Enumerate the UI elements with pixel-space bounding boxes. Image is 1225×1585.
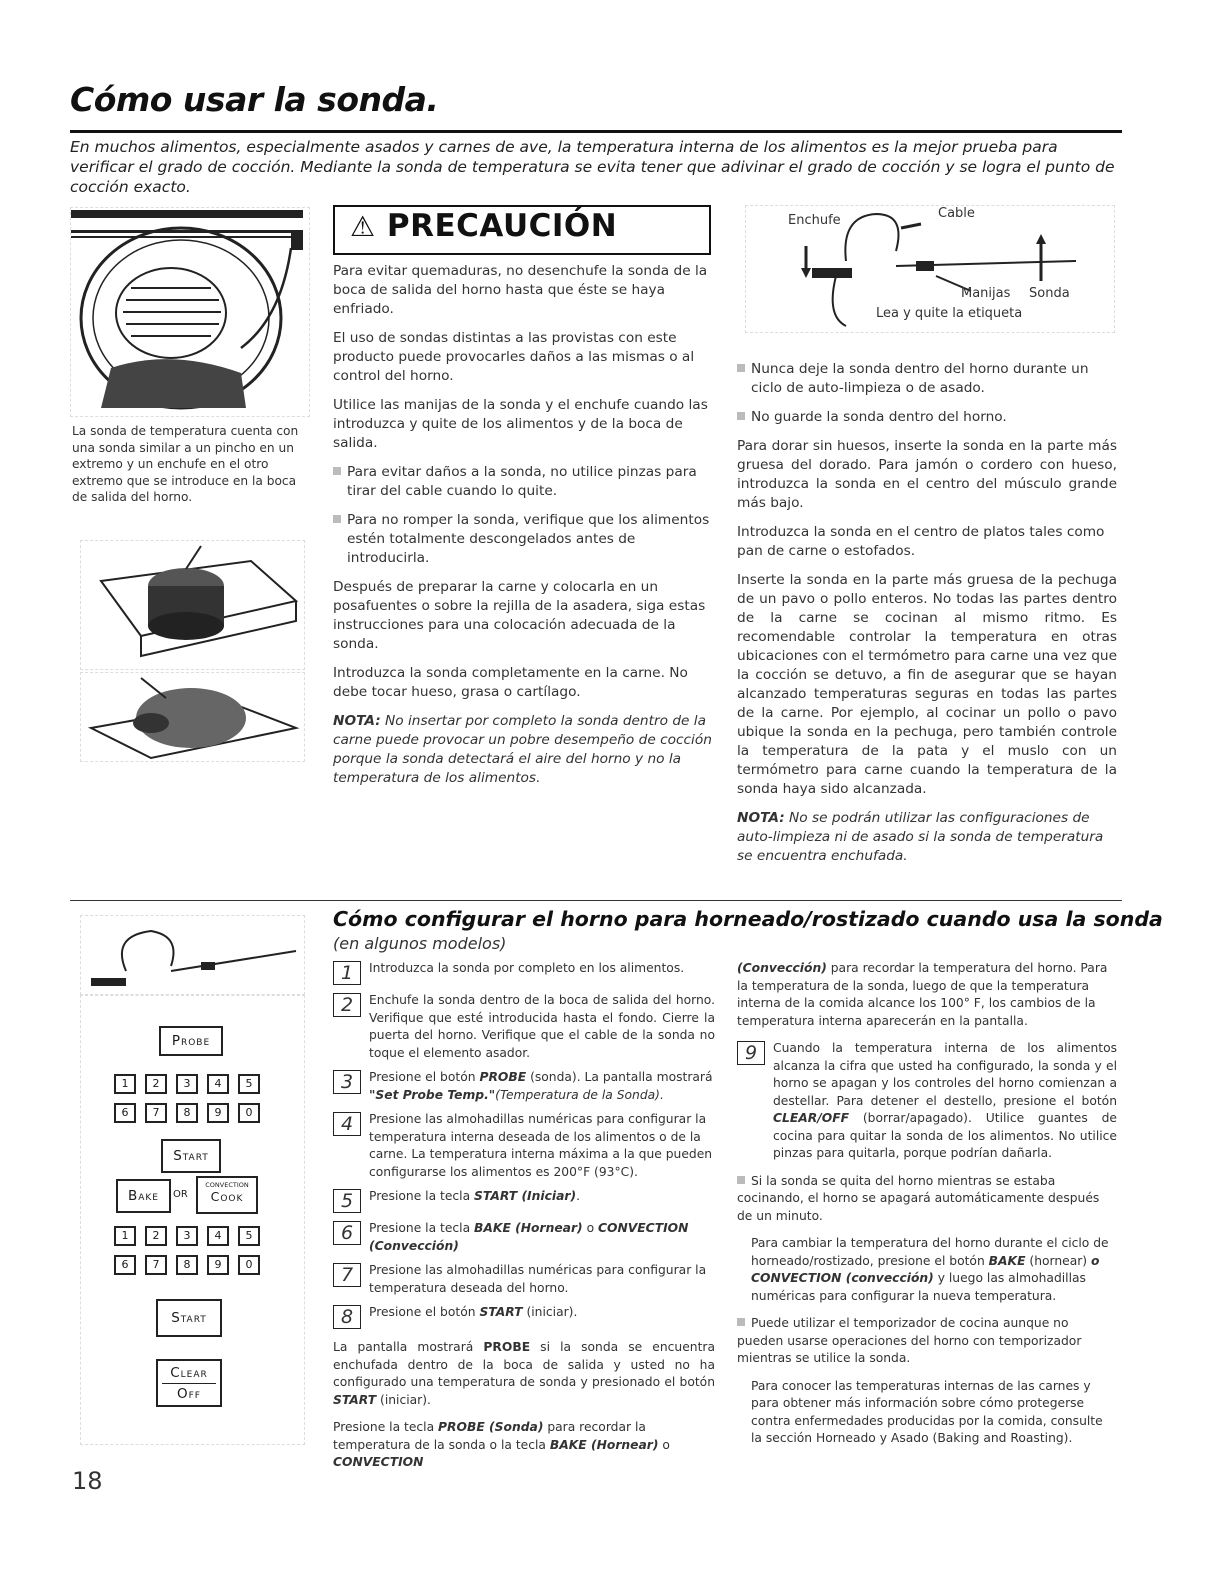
key-8: 8 (176, 1103, 198, 1123)
turkey-illustration (80, 672, 305, 762)
or-label: OR (173, 1189, 188, 1200)
caution-heading: ⚠ PRECAUCIÓN (350, 208, 618, 244)
key-7: 7 (145, 1103, 167, 1123)
steps-column (333, 960, 715, 1472)
step-2: 2 Enchufe la sonda dentro de la boca de salida del horno. Verifique que esté introducida hasta el fondo. Cierre la puerta del horno. Verifique que el cable de la sonda no toque el elemento asador. (333, 992, 715, 1062)
convection-cook-key: CONVECTION Cook (196, 1176, 258, 1214)
probe-diagram (745, 205, 1115, 333)
caution-p2: El uso de sondas distintas a las provistas con este producto puede provocarles daños a las mismas o al control del horno. (333, 330, 695, 384)
label-etiqueta: Lea y quite la etiqueta (876, 306, 1023, 321)
label-sonda: Sonda (1029, 286, 1070, 301)
key-9: 9 (207, 1103, 229, 1123)
key-0: 0 (238, 1103, 260, 1123)
key-7b: 7 (145, 1255, 167, 1275)
step-3: 3 Presione el botón PROBE (sonda). La pantalla mostrará "Set Probe Temp."(Temperatura de la Sonda). (333, 1069, 715, 1104)
right-bullet-1: Nunca deje la sonda dentro del horno durante un ciclo de auto-limpieza o de asado. (737, 360, 1117, 398)
steps-bullet-1: Si la sonda se quita del horno mientras se estaba cocinando, el horno se apagará automáticamente después de un minuto. (737, 1173, 1100, 1223)
convection-p: (Convección) para recordar la temperatura del horno. Para la temperatura de la sonda, luego de que la temperatura interna de la comida alcance los 100° F, los cambios de la temperatura interna aparecerán en la pantalla. (737, 961, 1108, 1028)
caution-nota: NOTA: No insertar por completo la sonda dentro de la carne puede provocar un pobre desempeño de cocción porque la sonda detectará el aire del horno y no la temperatura de los alimentos. (333, 713, 712, 786)
after-steps-p1: La pantalla mostrará PROBE si la sonda se encuentra enchufada dentro de la boca de salida y usted no ha configurado una temperatura de sonda y presionado el botón START (iniciar). (333, 1340, 715, 1407)
oven-probe-illustration (70, 207, 310, 417)
clear-off-key: Clear Off (156, 1359, 222, 1407)
key-5: 5 (238, 1074, 260, 1094)
key-3b: 3 (176, 1226, 198, 1246)
roast-pan-illustration (80, 540, 305, 670)
right-p3: Inserte la sonda en la parte más gruesa de la pechuga de un pavo o pollo enteros. No todas las partes dentro de la carne se cocinan al mismo ritmo. Es recomendable controlar la temperatura en otras ubicaciones con el termómetro para carne una vez que la cocción se detuvo, a fin de asegurar que se hayan alcanzado temperaturas seguras en todas las partes de la carne. Por ejemplo, al cocinar un pollo o pavo ubique la sonda en la pechuga, pero también controle la temperatura de la pata y el muslo con un termómetro para carne cuando la temperatura de la sonda haya sido alcanzada. (737, 572, 1117, 797)
key-8b: 8 (176, 1255, 198, 1275)
step-1: 1 Introduzca la sonda por completo en los alimentos. (333, 960, 715, 985)
key-6: 6 (114, 1103, 136, 1123)
key-0b: 0 (238, 1255, 260, 1275)
steps-right-p3: Para conocer las temperaturas internas de las carnes y para obtener más información sobre cómo protegerse contra enfermedades producidas por la comida, consulte la sección Horneado y Asado (Baking and Roasting). (751, 1378, 1103, 1445)
title-rule (70, 130, 1122, 133)
start-key-2: Start (156, 1299, 222, 1337)
caution-p4: Después de preparar la carne y colocarla en un posafuentes o sobre la rejilla de la asadera, siga estas instrucciones para una colocación adecuada de la sonda. (333, 579, 706, 652)
steps-bullet-2: Puede utilizar el temporizador de cocina aunque no pueden usarse operaciones del horno con temporizador mientras se utilice la sonda. (737, 1316, 1082, 1365)
key-2b: 2 (145, 1226, 167, 1246)
key-4: 4 (207, 1074, 229, 1094)
control-panel-illustration (80, 995, 305, 1445)
right-p1: Para dorar sin huesos, inserte la sonda en la parte más gruesa del dorado. Para jamón o cordero con hueso, introduzca la sonda en el centro del músculo grande más bajo. (737, 438, 1117, 511)
page-number: 18 (72, 1467, 103, 1495)
label-enchufe: Enchufe (788, 213, 841, 228)
caution-p3: Utilice las manijas de la sonda y el enchufe cuando las introduzca y quite de los alimentos y de la boca de salida. (333, 397, 708, 451)
step-6: 6 Presione la tecla BAKE (Hornear) o CONVECTION (Convección) (333, 1220, 715, 1255)
after-steps-p2: Presione la tecla PROBE (Sonda) para recordar la temperatura de la sonda o la tecla BAKE (Hornear) o CONVECTION (333, 1420, 670, 1469)
step-7: 7 Presione las almohadillas numéricas para configurar la temperatura deseada del horno. (333, 1262, 715, 1297)
key-3: 3 (176, 1074, 198, 1094)
steps-right-column (737, 960, 1117, 1448)
key-2: 2 (145, 1074, 167, 1094)
key-6b: 6 (114, 1255, 136, 1275)
probe-caption: La sonda de temperatura cuenta con una sonda similar a un pincho en un extremo y un enchufe en el otro extremo que se introduce en la boca de salida del horno. (72, 424, 299, 504)
right-p2: Introduzca la sonda en el centro de platos tales como pan de carne o estofados. (737, 524, 1105, 559)
key-1b: 1 (114, 1226, 136, 1246)
steps-right-p2: Para cambiar la temperatura del horno durante el ciclo de horneado/rostizado, presione el botón BAKE (hornear) o CONVECTION (convección) y luego las almohadillas numéricas para configurar la nueva temperatura. (751, 1236, 1109, 1303)
section-rule (70, 900, 1122, 901)
caution-p1: Para evitar quemaduras, no desenchufe la sonda de la boca de salida del horno hasta que éste se haya enfriado. (333, 263, 708, 317)
caution-bullet-2: Para no romper la sonda, verifique que los alimentos estén totalmente descongelados antes de introducirla. (333, 511, 713, 568)
caution-bullet-1: Para evitar daños a la sonda, no utilice pinzas para tirar del cable cuando lo quite. (333, 463, 713, 501)
intro-text: En muchos alimentos, especialmente asados y carnes de ave, la temperatura interna de los alimentos es la mejor prueba para verificar el grado de cocción. Mediante la sonda de temperatura se evita tener que adivinar el grado de cocción y se logra el punto de cocción exacto. (70, 138, 1115, 196)
key-4b: 4 (207, 1226, 229, 1246)
right-bullet-2: No guarde la sonda dentro del horno. (737, 408, 1117, 427)
right-column (737, 360, 1117, 876)
step-9: 9 Cuando la temperatura interna de los alimentos alcanza la cifra que usted ha configurado, la sonda y el horno se apagan y los controles del horno comienzan a destellar. Para detener el destello, presione el botón CLEAR/OFF (borrar/apagado). Utilice guantes de cocina para quitar la sonda de los alimentos. No utilice pinzas para quitarla, porque podrían dañarla. (737, 1040, 1117, 1163)
right-nota: NOTA: No se podrán utilizar las configuraciones de auto-limpieza ni de asado si la sonda de temperatura se encuentra enchufada. (737, 810, 1104, 864)
key-5b: 5 (238, 1226, 260, 1246)
bake-key: Bake (116, 1179, 171, 1213)
start-key-1: Start (161, 1139, 221, 1173)
probe-small-illustration (80, 915, 305, 995)
key-9b: 9 (207, 1255, 229, 1275)
step-8: 8 Presione el botón START (iniciar). (333, 1304, 715, 1329)
step-5: 5 Presione la tecla START (Iniciar). (333, 1188, 715, 1213)
label-cable: Cable (938, 206, 975, 221)
warning-icon: ⚠ (350, 210, 376, 243)
section-subtitle: (en algunos modelos) (333, 934, 507, 953)
step-4: 4 Presione las almohadillas numéricas para configurar la temperatura interna deseada de los alimentos o de la carne. La temperatura interna máxima a la que pueden configurarse los alimentos es 200°F (93°C). (333, 1111, 715, 1181)
caution-p5: Introduzca la sonda completamente en la carne. No debe tocar hueso, grasa o cartílago. (333, 665, 688, 700)
caution-column (333, 262, 713, 798)
probe-key: Probe (159, 1026, 223, 1056)
label-manijas: Manijas (961, 286, 1011, 301)
page-title: Cómo usar la sonda. (70, 80, 439, 119)
section-title: Cómo configurar el horno para horneado/rostizado cuando usa la sonda (333, 907, 1163, 931)
key-1: 1 (114, 1074, 136, 1094)
